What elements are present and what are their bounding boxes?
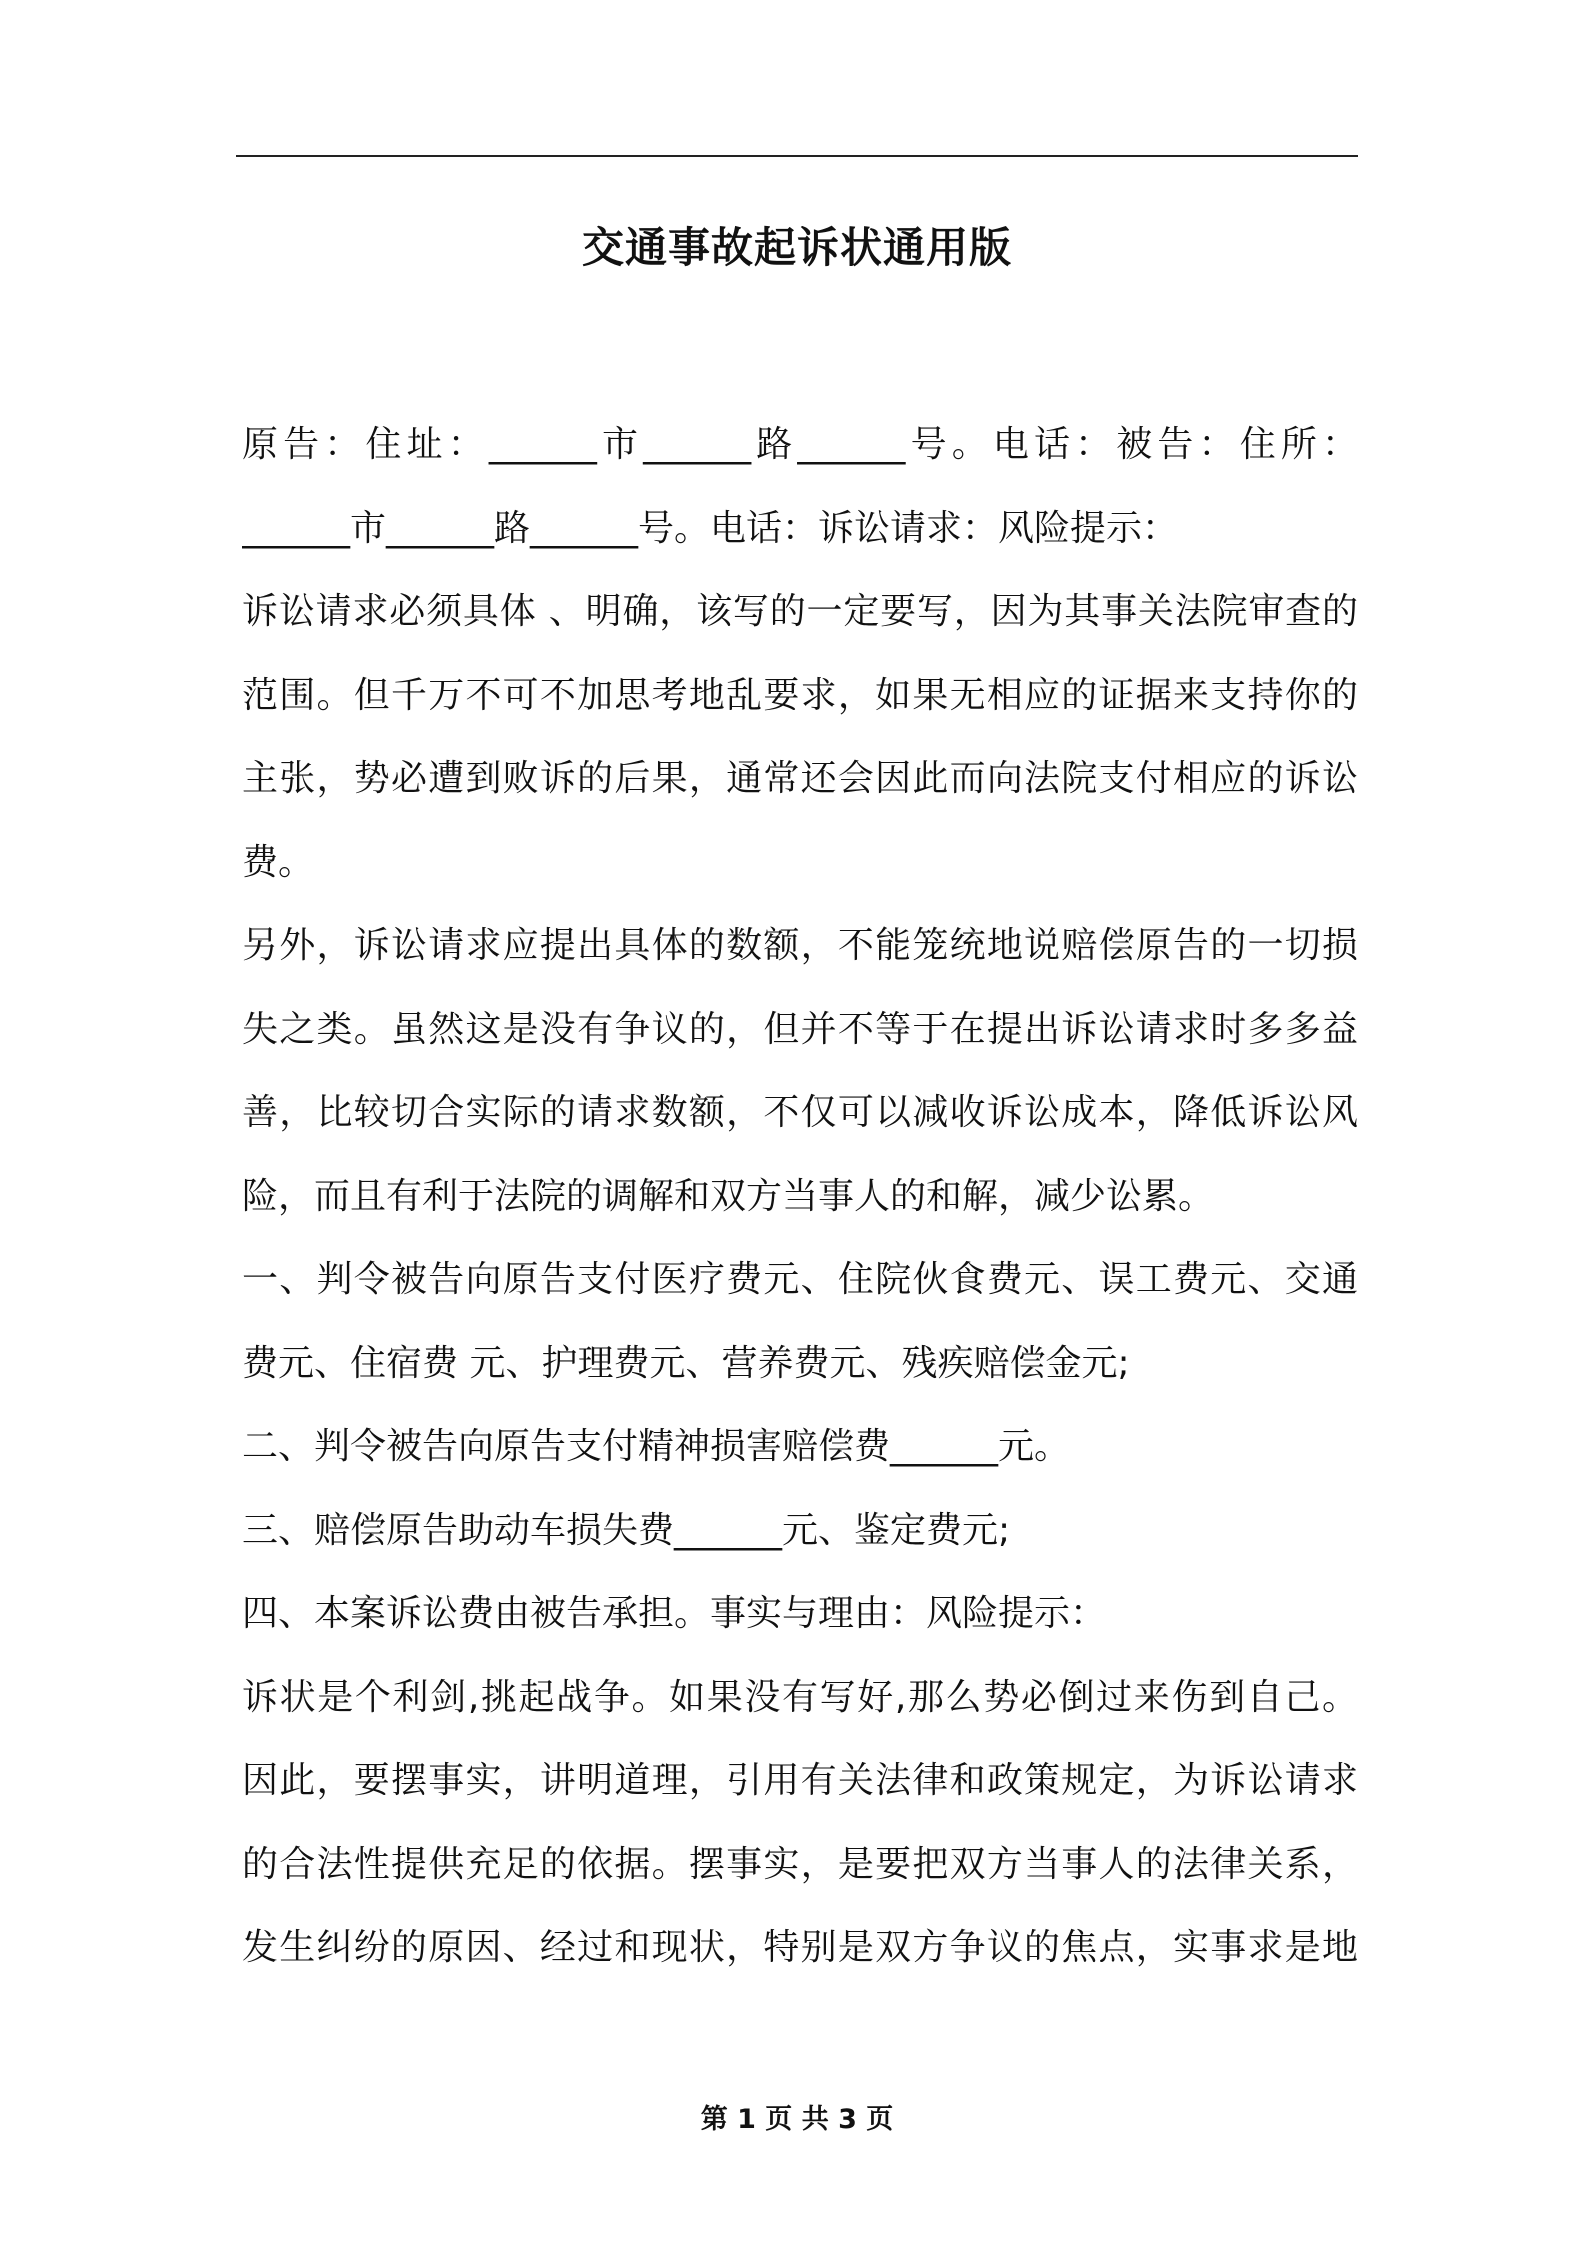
body-line: 一、判令被告向原告支付医疗费元、住院伙食费元、误工费元、交通 [242, 1259, 1358, 1300]
body-line: 诉状是个利剑,挑起战争。如果没有写好,那么势必倒过来伤到自己。 [242, 1676, 1358, 1718]
body-line: 因此，要摆事实，讲明道理，引用有关法律和政策规定，为诉讼请求 [242, 1760, 1358, 1801]
body-line: 二、判令被告向原告支付精神损害赔偿费______元。 [242, 1426, 1071, 1467]
body-line: 四、本案诉讼费由被告承担。事实与理由：风险提示： [242, 1593, 1107, 1634]
body-line: 主张，势必遭到败诉的后果，通常还会因此而向法院支付相应的诉讼 [242, 758, 1358, 799]
body-line: 的合法性提供充足的依据。摆事实，是要把双方当事人的法律关系， [242, 1843, 1358, 1885]
body-line: 失之类。虽然这是没有争议的，但并不等于在提出诉讼请求时多多益 [242, 1008, 1358, 1050]
body-line: 另外，诉讼请求应提出具体的数额，不能笼统地说赔偿原告的一切损 [242, 925, 1358, 966]
body-line: 费。 [242, 841, 315, 883]
body-line: ______市______路______号。电话：诉讼请求：风险提示： [242, 507, 1179, 549]
document-body [242, 403, 1358, 1990]
body-line: 原告：住址：______市______路______号。电话：被告：住所： [242, 424, 1358, 465]
body-line: 发生纠纷的原因、经过和现状，特别是双方争议的焦点，实事求是地 [242, 1927, 1358, 1968]
page-number: 第 1 页 共 3 页 [700, 2104, 894, 2135]
document-title: 交通事故起诉状通用版 [581, 223, 1012, 272]
body-line: 善，比较切合实际的请求数额，不仅可以减收诉讼成本，降低诉讼风 [242, 1092, 1358, 1133]
header-rule [236, 155, 1358, 157]
body-line: 险，而且有利于法院的调解和双方当事人的和解，减少讼累。 [242, 1175, 1215, 1217]
body-line: 费元、住宿费 元、护理费元、营养费元、残疾赔偿金元; [242, 1342, 1130, 1384]
body-line: 三、赔偿原告助动车损失费______元、鉴定费元; [242, 1509, 1011, 1551]
body-line: 范围。但千万不可不加思考地乱要求，如果无相应的证据来支持你的 [242, 674, 1358, 716]
body-line: 诉讼请求必须具体 、明确，该写的一定要写，因为其事关法院审查的 [242, 591, 1358, 632]
